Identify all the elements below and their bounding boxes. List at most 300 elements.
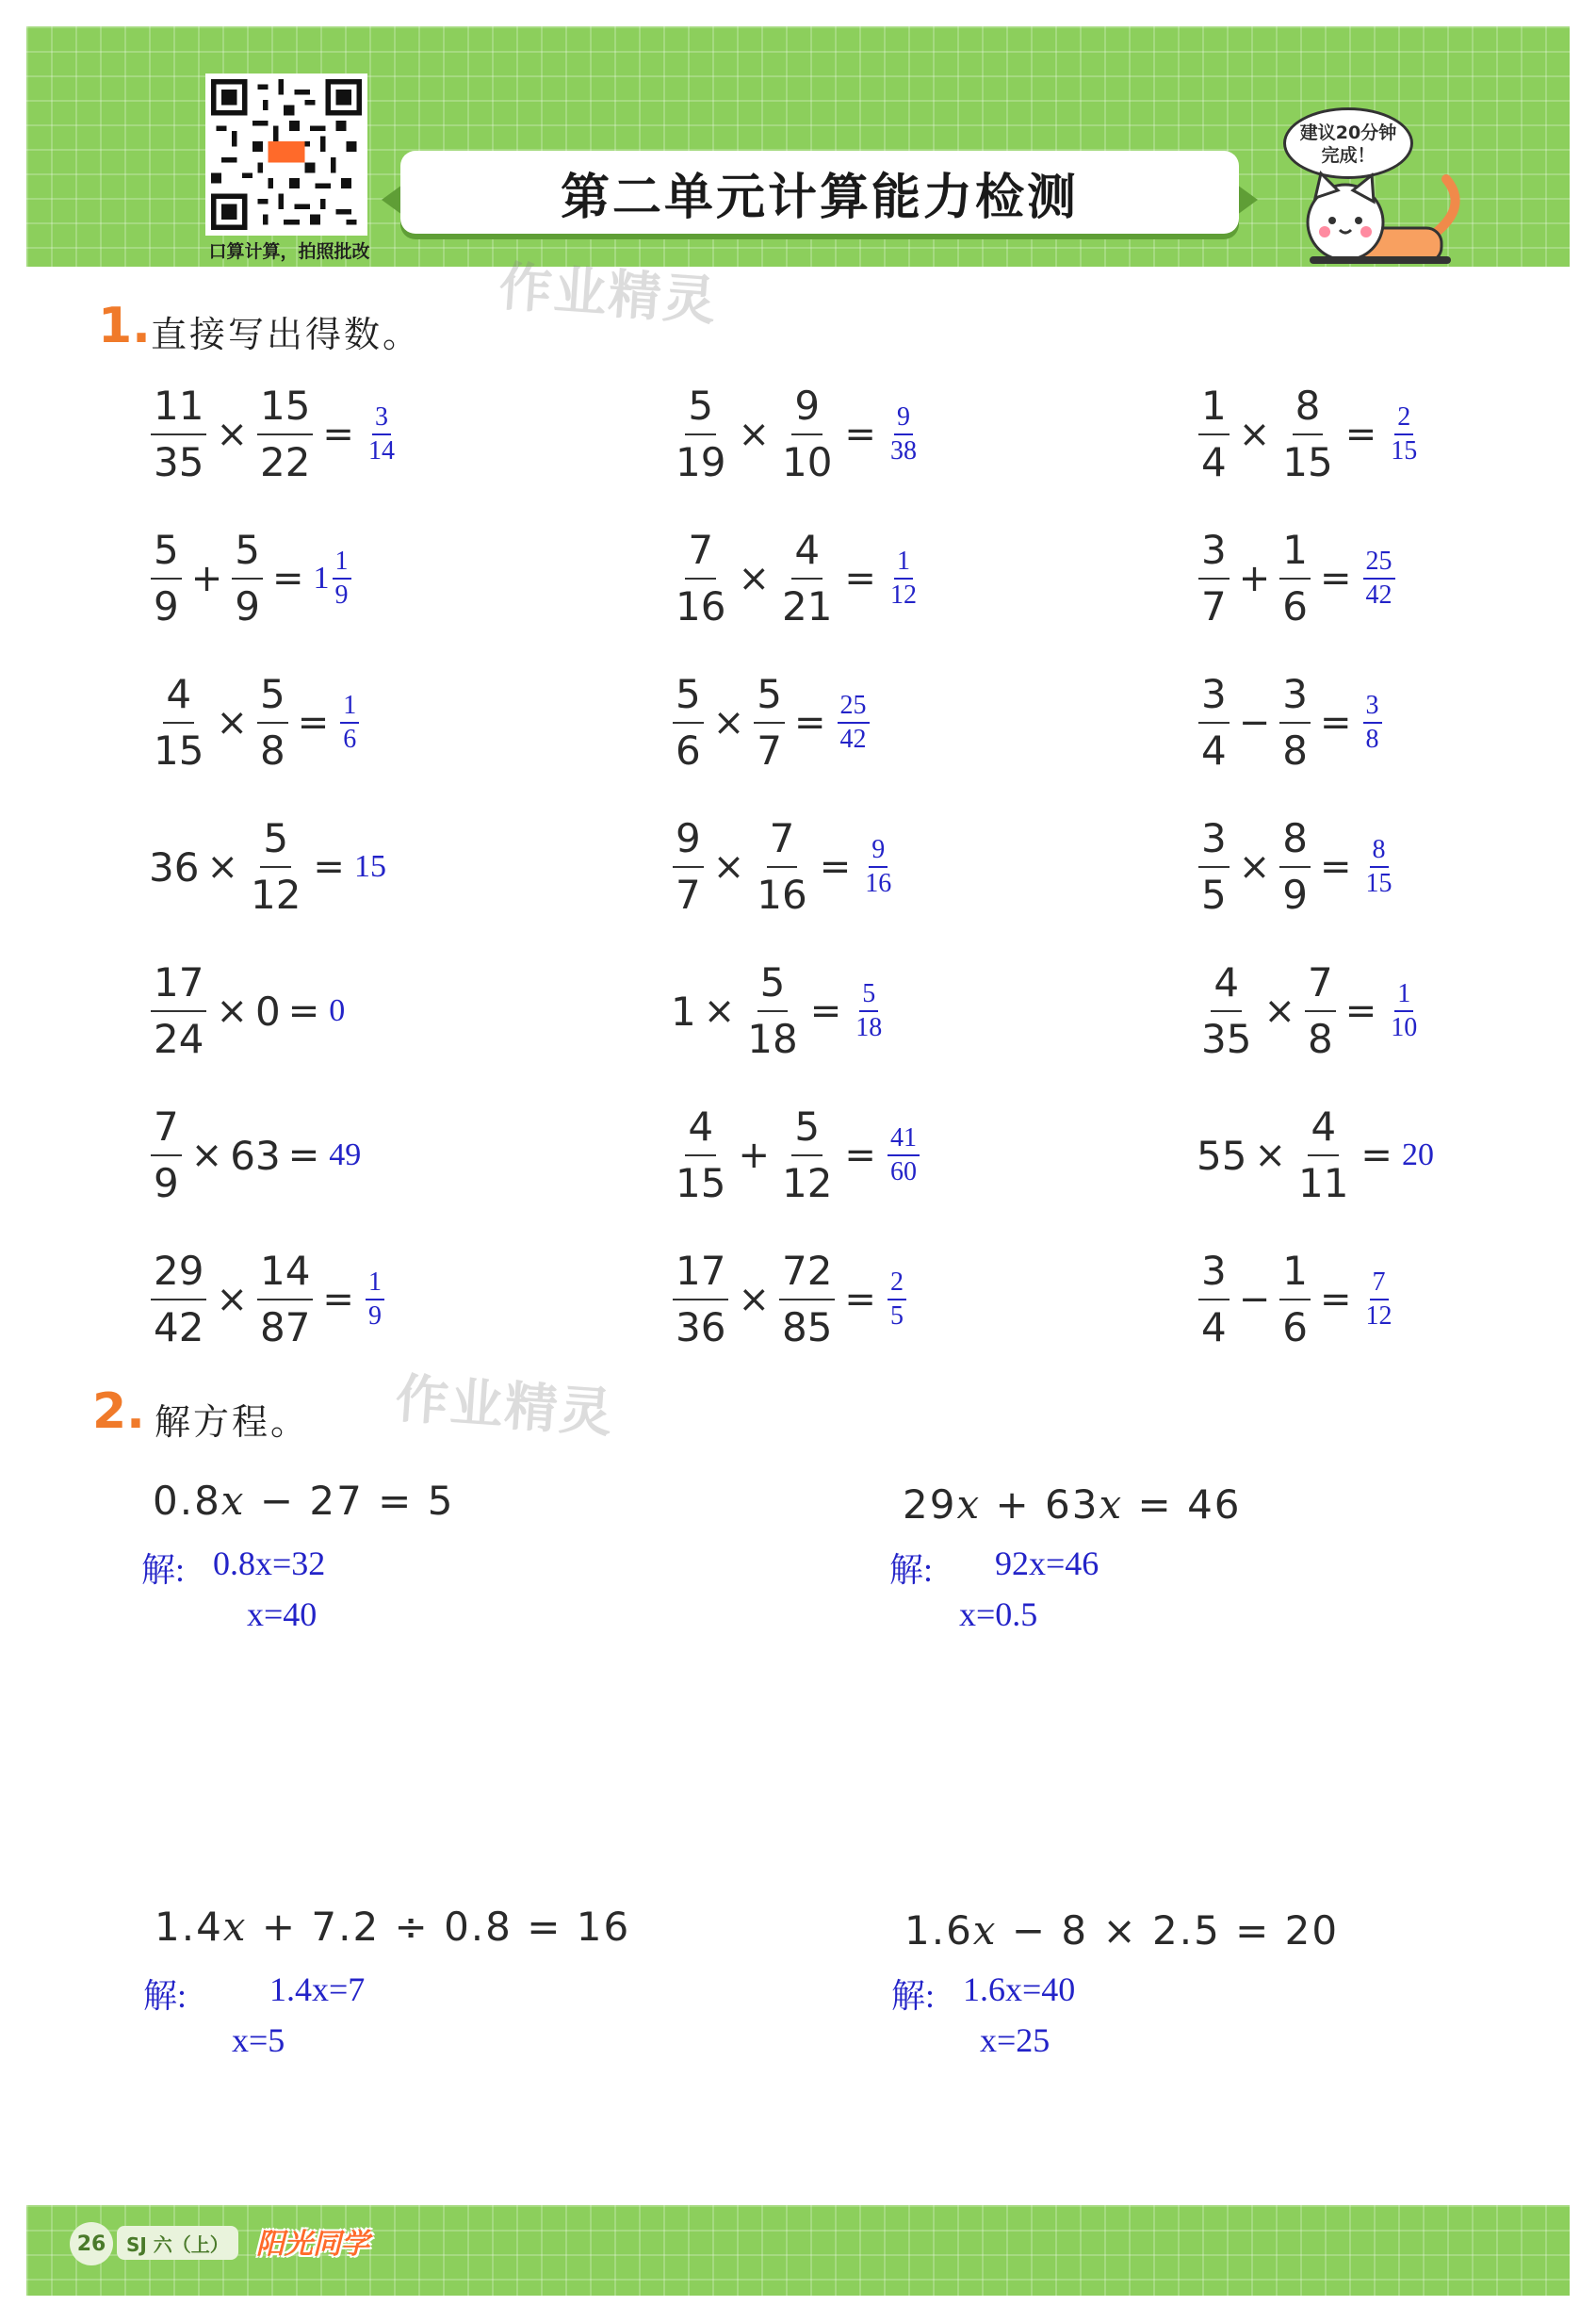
answer-denominator: 42 bbox=[1365, 580, 1392, 610]
exercise-5-3 bbox=[1195, 959, 1422, 1062]
answer bbox=[886, 1269, 908, 1330]
answer-denominator: 16 bbox=[865, 869, 892, 898]
fraction bbox=[779, 383, 835, 485]
exercise-6-1 bbox=[147, 1104, 362, 1206]
denominator: 6 bbox=[1282, 583, 1308, 630]
equals-sign: = bbox=[793, 701, 826, 744]
answer-denominator: 12 bbox=[889, 580, 917, 610]
fraction bbox=[754, 815, 809, 918]
qr-code-icon[interactable] bbox=[205, 74, 367, 236]
answer-whole: 49 bbox=[329, 1137, 362, 1172]
answer-whole: 0 bbox=[329, 993, 346, 1028]
exercise-2-1 bbox=[147, 527, 353, 630]
numerator: 4 bbox=[791, 531, 822, 580]
fraction bbox=[673, 1248, 728, 1350]
equals-sign: = bbox=[271, 557, 304, 600]
operator: × bbox=[216, 989, 248, 1033]
bubble-line-2: 完成！ bbox=[1321, 145, 1376, 166]
answer-whole: 1 bbox=[313, 561, 330, 596]
equals-sign: = bbox=[844, 1278, 876, 1321]
operator: × bbox=[1254, 1134, 1286, 1177]
denominator: 87 bbox=[259, 1304, 311, 1350]
answer-whole: 15 bbox=[353, 849, 386, 884]
exercise-3-2 bbox=[669, 671, 871, 774]
answer bbox=[329, 1137, 362, 1173]
denominator: 8 bbox=[1282, 728, 1308, 774]
numerator: 29 bbox=[151, 1251, 206, 1300]
numerator: 3 bbox=[1198, 675, 1230, 724]
fraction bbox=[151, 671, 206, 774]
operator: × bbox=[738, 1278, 770, 1321]
exercise-6-3 bbox=[1195, 1104, 1435, 1206]
fraction bbox=[1198, 959, 1254, 1062]
denominator: 12 bbox=[781, 1160, 833, 1206]
answer-fraction bbox=[888, 1269, 906, 1330]
answer-denominator: 42 bbox=[839, 725, 867, 754]
numerator: 7 bbox=[1305, 963, 1336, 1012]
exercise-3-1 bbox=[147, 671, 361, 774]
fraction bbox=[754, 671, 785, 774]
answer-denominator: 15 bbox=[1365, 869, 1392, 898]
answer bbox=[1361, 837, 1397, 897]
answer-numerator: 5 bbox=[859, 981, 878, 1012]
answer-numerator: 1 bbox=[366, 1269, 384, 1300]
numerator: 4 bbox=[1211, 963, 1242, 1012]
equals-sign: = bbox=[844, 1134, 876, 1177]
denominator: 8 bbox=[1307, 1016, 1333, 1062]
equation-2-var: x bbox=[956, 1481, 982, 1528]
denominator: 42 bbox=[154, 1304, 204, 1350]
denominator: 24 bbox=[154, 1016, 204, 1062]
numerator: 3 bbox=[1198, 819, 1230, 868]
fraction bbox=[151, 1248, 206, 1350]
answer bbox=[836, 693, 871, 753]
denominator: 9 bbox=[1282, 872, 1308, 918]
numerator: 7 bbox=[767, 819, 798, 868]
equation-3 bbox=[155, 1904, 630, 1950]
operator: × bbox=[216, 1278, 248, 1321]
answer bbox=[354, 849, 387, 885]
numerator: 7 bbox=[151, 1107, 182, 1156]
page-number: 26 bbox=[70, 2222, 113, 2265]
equation-1 bbox=[153, 1478, 454, 1524]
denominator: 9 bbox=[235, 583, 260, 630]
denominator: 4 bbox=[1201, 728, 1227, 774]
numerator: 14 bbox=[257, 1251, 313, 1300]
equals-sign: = bbox=[844, 413, 876, 456]
answer-denominator: 38 bbox=[889, 436, 917, 466]
numerator: 3 bbox=[1198, 531, 1230, 580]
page-title: 第二单元计算能力检测 bbox=[560, 169, 1079, 226]
equals-sign: = bbox=[1319, 1278, 1352, 1321]
numerator: 1 bbox=[1198, 386, 1230, 435]
answer bbox=[1361, 548, 1397, 609]
denominator: 15 bbox=[676, 1160, 726, 1206]
solution-2-label: 解: bbox=[889, 1551, 934, 1589]
operator: × bbox=[216, 701, 248, 744]
answer-numerator: 9 bbox=[894, 404, 913, 435]
exercise-1-3 bbox=[1195, 383, 1422, 485]
integer: 1 bbox=[671, 988, 696, 1035]
numerator: 4 bbox=[685, 1107, 716, 1156]
solution-4-step-1: 1.6x=40 bbox=[963, 1970, 1076, 2008]
title-tab-left bbox=[382, 185, 402, 215]
answer bbox=[851, 981, 887, 1041]
answer-numerator: 1 bbox=[333, 548, 351, 580]
denominator: 9 bbox=[154, 1160, 179, 1206]
denominator: 5 bbox=[1201, 872, 1227, 918]
exercise-3-3 bbox=[1195, 671, 1384, 774]
operator: + bbox=[738, 1134, 770, 1177]
fraction bbox=[1279, 671, 1311, 774]
solution-4-label: 解: bbox=[891, 1977, 936, 2015]
numerator: 5 bbox=[754, 675, 785, 724]
denominator: 36 bbox=[676, 1304, 726, 1350]
denominator: 6 bbox=[1282, 1304, 1308, 1350]
exercise-4-1 bbox=[147, 815, 387, 918]
answer bbox=[329, 993, 346, 1029]
denominator: 18 bbox=[747, 1016, 798, 1062]
fraction bbox=[1279, 527, 1311, 630]
equals-sign: = bbox=[287, 989, 320, 1033]
answer-fraction bbox=[1363, 1269, 1395, 1330]
denominator: 15 bbox=[154, 728, 204, 774]
integer: 0 bbox=[254, 988, 281, 1035]
equals-sign: = bbox=[819, 845, 852, 889]
fraction bbox=[1295, 1104, 1351, 1206]
title-banner bbox=[400, 151, 1239, 234]
answer-numerator: 3 bbox=[1363, 693, 1382, 724]
operator: × bbox=[190, 1134, 223, 1177]
denominator: 7 bbox=[1201, 583, 1227, 630]
operator: + bbox=[190, 557, 223, 600]
section-1-title: 直接写出得数。 bbox=[151, 314, 422, 355]
denominator: 15 bbox=[1282, 439, 1333, 485]
solution-3-step-2: x=5 bbox=[232, 2021, 285, 2059]
numerator: 17 bbox=[673, 1251, 728, 1300]
section-2-number: 2. bbox=[92, 1383, 145, 1440]
answer bbox=[1386, 404, 1422, 465]
answer-denominator: 6 bbox=[343, 725, 357, 754]
equals-sign: = bbox=[297, 701, 330, 744]
operator: × bbox=[738, 557, 770, 600]
numerator: 5 bbox=[260, 819, 291, 868]
denominator: 21 bbox=[781, 583, 833, 630]
equals-sign: = bbox=[287, 1134, 320, 1177]
numerator: 3 bbox=[1279, 675, 1311, 724]
answer-denominator: 60 bbox=[889, 1157, 917, 1186]
fraction bbox=[779, 527, 835, 630]
denominator: 10 bbox=[781, 439, 833, 485]
fraction bbox=[151, 1104, 182, 1206]
answer bbox=[364, 404, 399, 465]
denominator: 9 bbox=[154, 583, 179, 630]
answer-numerator: 8 bbox=[1370, 837, 1389, 868]
equation-2-var-2: x bbox=[1099, 1481, 1124, 1528]
operator: × bbox=[1263, 989, 1295, 1033]
answer bbox=[860, 837, 896, 897]
fraction bbox=[1198, 1248, 1230, 1350]
equals-sign: = bbox=[1319, 557, 1352, 600]
equation-1-var: x bbox=[220, 1478, 246, 1524]
exercise-5-2 bbox=[669, 959, 887, 1062]
answer-numerator: 9 bbox=[869, 837, 888, 868]
fraction bbox=[779, 1104, 835, 1206]
answer-fraction bbox=[366, 1269, 384, 1330]
solution-3-label: 解: bbox=[143, 1977, 187, 2015]
numerator: 5 bbox=[757, 963, 789, 1012]
fraction bbox=[1198, 671, 1230, 774]
operator: × bbox=[1238, 845, 1271, 889]
numerator: 5 bbox=[685, 386, 716, 435]
denominator: 6 bbox=[676, 728, 701, 774]
denominator: 11 bbox=[1297, 1160, 1349, 1206]
denominator: 4 bbox=[1201, 439, 1227, 485]
equals-sign: = bbox=[1344, 413, 1377, 456]
exercise-7-2 bbox=[669, 1248, 908, 1350]
numerator: 9 bbox=[673, 819, 704, 868]
fraction bbox=[1198, 383, 1230, 485]
equation-2 bbox=[903, 1481, 1242, 1528]
fraction bbox=[744, 959, 800, 1062]
numerator: 4 bbox=[1308, 1107, 1339, 1156]
equals-sign: = bbox=[1360, 1134, 1392, 1177]
answer-numerator: 25 bbox=[1363, 548, 1395, 580]
numerator: 72 bbox=[779, 1251, 835, 1300]
numerator: 7 bbox=[685, 531, 716, 580]
answer bbox=[886, 548, 921, 609]
equation-1-coef: 0.8 bbox=[153, 1478, 221, 1524]
answer-numerator: 7 bbox=[1370, 1269, 1389, 1300]
denominator: 35 bbox=[1201, 1016, 1252, 1062]
speech-bubble bbox=[1283, 107, 1413, 179]
equation-3-rest: + 7.2 ÷ 0.8 = 16 bbox=[247, 1904, 631, 1950]
numerator: 5 bbox=[151, 531, 182, 580]
answer-numerator: 41 bbox=[888, 1125, 920, 1156]
fraction bbox=[1198, 527, 1230, 630]
fraction bbox=[257, 671, 288, 774]
answer-fraction bbox=[853, 981, 885, 1041]
exercise-4-2 bbox=[669, 815, 896, 918]
answer-numerator: 3 bbox=[372, 404, 391, 435]
exercise-7-3 bbox=[1195, 1248, 1397, 1350]
answer bbox=[1386, 981, 1422, 1041]
fraction bbox=[1279, 383, 1335, 485]
equation-4-coef: 1.6 bbox=[904, 1907, 973, 1954]
denominator: 22 bbox=[259, 439, 311, 485]
answer-denominator: 5 bbox=[889, 1301, 904, 1331]
denominator: 4 bbox=[1201, 1304, 1227, 1350]
cat-mascot-icon bbox=[1291, 170, 1470, 268]
fraction bbox=[232, 527, 263, 630]
fraction bbox=[1198, 815, 1230, 918]
exercise-2-2 bbox=[669, 527, 921, 630]
numerator: 5 bbox=[232, 531, 263, 580]
answer-fraction bbox=[1388, 404, 1420, 465]
answer bbox=[314, 548, 353, 609]
solution-4-step-2: x=25 bbox=[980, 2021, 1050, 2059]
fraction bbox=[673, 527, 728, 630]
fraction bbox=[673, 671, 704, 774]
exercise-2-3 bbox=[1195, 527, 1397, 630]
solution-3-step-1: 1.4x=7 bbox=[269, 1970, 366, 2008]
equals-sign: = bbox=[1319, 845, 1352, 889]
fraction bbox=[779, 1248, 835, 1350]
numerator: 3 bbox=[1198, 1251, 1230, 1300]
grade-tag: SJ 六（上） bbox=[117, 2226, 238, 2260]
answer-denominator: 15 bbox=[1391, 436, 1418, 466]
section-2-title: 解方程。 bbox=[155, 1401, 310, 1443]
integer: 55 bbox=[1197, 1132, 1247, 1179]
fraction bbox=[673, 1104, 728, 1206]
answer-denominator: 9 bbox=[334, 580, 349, 610]
answer bbox=[364, 1269, 386, 1330]
watermark: 作业精灵 bbox=[497, 255, 720, 334]
fraction bbox=[151, 383, 206, 485]
operator: − bbox=[1238, 1278, 1271, 1321]
equals-sign: = bbox=[322, 413, 354, 456]
fraction bbox=[151, 959, 206, 1062]
answer-numerator: 1 bbox=[894, 548, 913, 580]
answer-fraction bbox=[888, 548, 920, 609]
answer bbox=[1361, 693, 1384, 753]
numerator: 17 bbox=[151, 963, 206, 1012]
integer: 36 bbox=[149, 843, 200, 891]
answer-numerator: 2 bbox=[1394, 404, 1413, 435]
exercise-7-1 bbox=[147, 1248, 386, 1350]
solution-1-label: 解: bbox=[141, 1551, 186, 1589]
equals-sign: = bbox=[322, 1278, 354, 1321]
numerator: 15 bbox=[257, 386, 313, 435]
solution-2-step-1: 92x=46 bbox=[995, 1545, 1099, 1582]
equation-3-var: x bbox=[222, 1904, 248, 1950]
answer-denominator: 9 bbox=[367, 1301, 382, 1331]
denominator: 16 bbox=[757, 872, 807, 918]
fraction bbox=[257, 383, 313, 485]
exercise-5-1 bbox=[147, 959, 346, 1062]
equals-sign: = bbox=[809, 989, 842, 1033]
operator: × bbox=[216, 413, 248, 456]
answer-fraction bbox=[1363, 693, 1382, 753]
equation-1-rest: − 27 = 5 bbox=[245, 1478, 455, 1524]
fraction bbox=[1279, 815, 1311, 918]
denominator: 12 bbox=[250, 872, 301, 918]
operator: × bbox=[206, 845, 238, 889]
exercise-1-1 bbox=[147, 383, 399, 485]
fraction bbox=[1305, 959, 1336, 1062]
answer-fraction bbox=[888, 404, 920, 465]
answer-numerator: 1 bbox=[1394, 981, 1413, 1012]
equation-4 bbox=[904, 1907, 1339, 1954]
equals-sign: = bbox=[844, 557, 876, 600]
watermark: 作业精灵 bbox=[393, 1367, 616, 1446]
answer bbox=[1361, 1269, 1397, 1330]
bubble-line-1: 建议20分钟 bbox=[1299, 123, 1397, 143]
answer-fraction bbox=[1363, 548, 1395, 609]
equals-sign: = bbox=[1319, 701, 1352, 744]
answer-fraction bbox=[1388, 981, 1420, 1041]
equation-2-mid: + 63 bbox=[981, 1481, 1099, 1528]
denominator: 8 bbox=[259, 728, 285, 774]
operator: × bbox=[1238, 413, 1271, 456]
equation-4-var: x bbox=[972, 1907, 998, 1954]
answer-whole: 20 bbox=[1401, 1137, 1434, 1172]
answer-fraction bbox=[838, 693, 870, 753]
solution-1-step-1: 0.8x=32 bbox=[213, 1545, 326, 1582]
fraction bbox=[673, 383, 728, 485]
answer bbox=[1402, 1137, 1435, 1173]
numerator: 8 bbox=[1293, 386, 1324, 435]
fraction bbox=[257, 1248, 313, 1350]
equation-4-rest: − 8 × 2.5 = 20 bbox=[997, 1907, 1340, 1954]
numerator: 11 bbox=[151, 386, 206, 435]
answer-denominator: 8 bbox=[1365, 725, 1379, 754]
denominator: 35 bbox=[154, 439, 204, 485]
numerator: 1 bbox=[1279, 531, 1311, 580]
operator: × bbox=[712, 701, 745, 744]
operator: × bbox=[738, 413, 770, 456]
answer-fraction bbox=[340, 693, 359, 753]
answer-denominator: 18 bbox=[855, 1013, 883, 1042]
fraction bbox=[151, 527, 182, 630]
qr-caption: 口算计算，拍照批改 bbox=[208, 241, 370, 262]
numerator: 5 bbox=[673, 675, 704, 724]
answer-denominator: 14 bbox=[367, 436, 395, 466]
equation-2-rest: = 46 bbox=[1123, 1481, 1242, 1528]
exercise-4-3 bbox=[1195, 815, 1397, 918]
answer-denominator: 10 bbox=[1391, 1013, 1418, 1042]
exercise-6-2 bbox=[669, 1104, 921, 1206]
answer-fraction bbox=[862, 837, 894, 897]
answer-fraction bbox=[1363, 837, 1395, 897]
fraction bbox=[673, 815, 704, 918]
answer bbox=[886, 1125, 921, 1186]
answer-fraction bbox=[333, 548, 351, 609]
answer-numerator: 25 bbox=[838, 693, 870, 724]
numerator: 5 bbox=[791, 1107, 822, 1156]
numerator: 5 bbox=[257, 675, 288, 724]
equals-sign: = bbox=[313, 845, 345, 889]
solution-1-step-2: x=40 bbox=[247, 1595, 318, 1633]
brand-logo: 阳光同学 bbox=[256, 2228, 369, 2261]
operator: × bbox=[703, 989, 736, 1033]
answer-fraction bbox=[888, 1125, 920, 1186]
section-1-number: 1. bbox=[98, 298, 151, 354]
answer-denominator: 12 bbox=[1365, 1301, 1392, 1331]
solution-2-step-2: x=0.5 bbox=[959, 1595, 1038, 1633]
fraction bbox=[1279, 1248, 1311, 1350]
operator: − bbox=[1238, 701, 1271, 744]
equation-3-coef: 1.4 bbox=[155, 1904, 223, 1950]
denominator: 7 bbox=[676, 872, 701, 918]
denominator: 7 bbox=[757, 728, 782, 774]
answer-numerator: 2 bbox=[888, 1269, 906, 1300]
denominator: 85 bbox=[781, 1304, 833, 1350]
operator: × bbox=[712, 845, 745, 889]
equation-2-coef: 29 bbox=[903, 1481, 957, 1528]
denominator: 16 bbox=[676, 583, 726, 630]
exercise-1-2 bbox=[669, 383, 921, 485]
fraction bbox=[248, 815, 303, 918]
denominator: 19 bbox=[676, 439, 726, 485]
numerator: 1 bbox=[1279, 1251, 1311, 1300]
equals-sign: = bbox=[1344, 989, 1377, 1033]
integer: 63 bbox=[230, 1132, 281, 1179]
title-tab-right bbox=[1237, 185, 1258, 215]
answer bbox=[338, 693, 361, 753]
answer-fraction bbox=[366, 404, 398, 465]
numerator: 4 bbox=[163, 675, 194, 724]
